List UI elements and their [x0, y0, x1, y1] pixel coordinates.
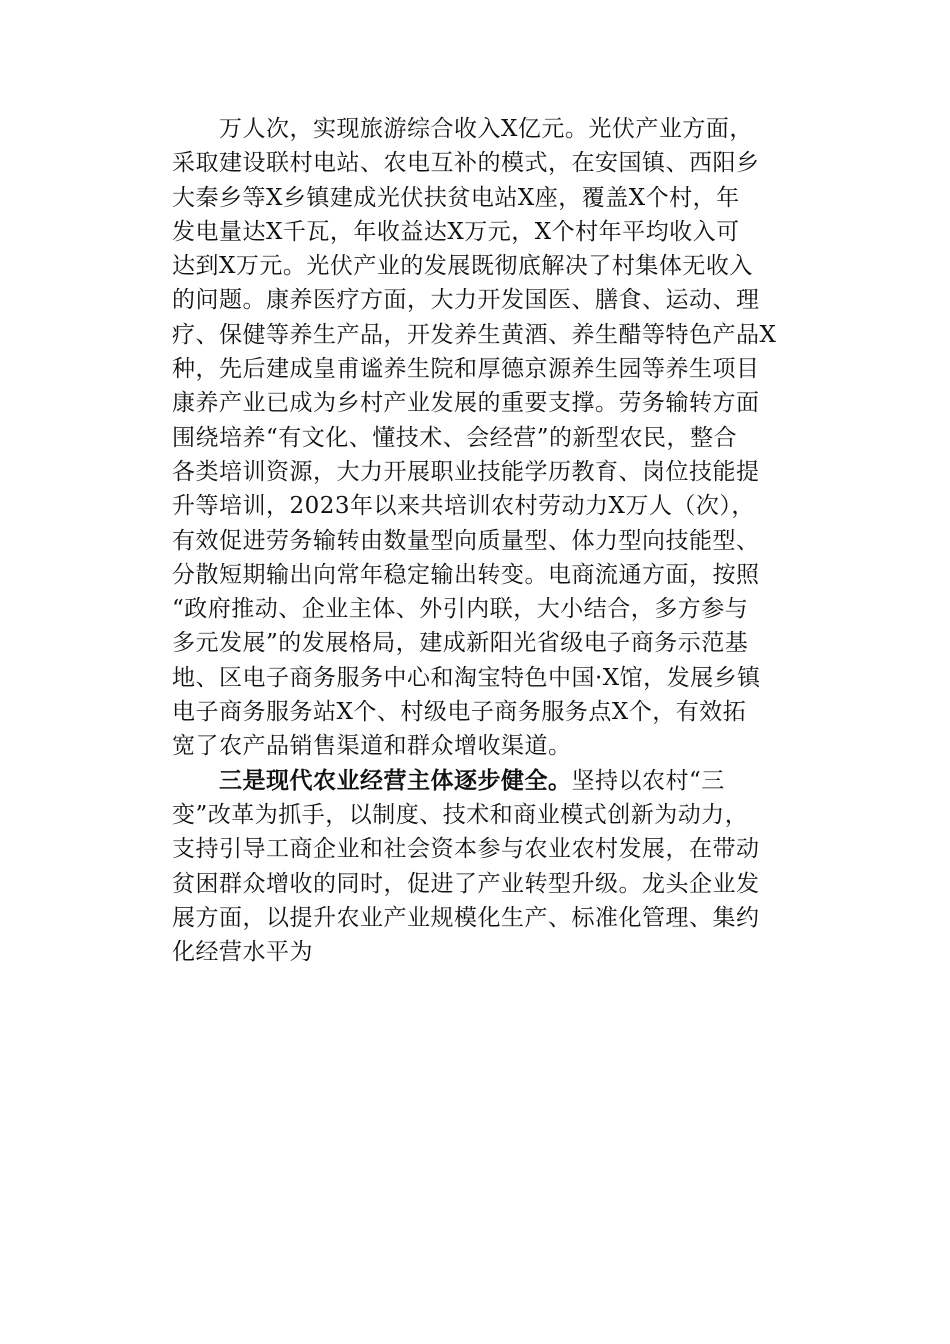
paragraph-heading: 三是现代农业经营主体逐步健全。 — [172, 766, 572, 794]
text-line: 地、区电子商务服务中心和淘宝特色中国·X馆，发展乡镇 — [172, 664, 761, 691]
text-line: 化经营水平为 — [172, 939, 313, 966]
text-line: 种，先后建成皇甫谧养生院和厚德京源养生园等养生项目 — [172, 356, 760, 383]
text-line: 疗、保健等养生产品，开发养生黄酒、养生醋等特色产品X — [172, 321, 777, 348]
text-line: 电子商务服务站X个、村级电子商务服务点X个，有效拓 — [172, 699, 747, 726]
text-line: 展方面，以提升农业产业规模化生产、标准化管理、集约 — [172, 904, 760, 931]
text-line: 分散短期输出向常年稳定输出转变。电商流通方面，按照 — [172, 561, 760, 588]
text-line: 大秦乡等X乡镇建成光伏扶贫电站X座，覆盖X个村，年 — [172, 184, 740, 211]
paragraph-heading-continuation: 坚持以农村“三 — [571, 767, 725, 794]
text-line: 贫困群众增收的同时，促进了产业转型升级。龙头企业发 — [172, 870, 760, 897]
text-line: 的问题。康养医疗方面，大力开发国医、膳食、运动、理 — [172, 287, 760, 314]
text-line: 采取建设联村电站、农电互补的模式，在安国镇、西阳乡 — [172, 150, 760, 177]
text-line: 达到X万元。光伏产业的发展既彻底解决了村集体无收入 — [172, 253, 753, 280]
paragraph-heading-line — [172, 764, 812, 798]
text-line: 康养产业已成为乡村产业发展的重要支撑。劳务输转方面 — [172, 390, 760, 417]
text-line: 多元发展”的发展格局，建成新阳光省级电子商务示范基 — [172, 630, 749, 657]
text-line: 升等培训，2023年以来共培训农村劳动力X万人（次）， — [172, 493, 755, 520]
text-line: 各类培训资源，大力开展职业技能学历教育、岗位技能提 — [172, 458, 760, 485]
text-line: 发电量达X千瓦，年收益达X万元，X个村年平均收入可 — [172, 218, 740, 245]
text-line: 有效促进劳务输转由数量型向质量型、体力型向技能型、 — [172, 527, 760, 554]
text-line: 变”改革为抓手，以制度、技术和商业模式创新为动力， — [172, 801, 749, 828]
text-line: 万人次，实现旅游综合收入X亿元。光伏产业方面， — [172, 116, 753, 142]
text-line: 宽了农产品销售渠道和群众增收渠道。 — [172, 733, 572, 760]
text-line: 支持引导工商企业和社会资本参与农业农村发展，在带动 — [172, 836, 760, 863]
text-line: 围绕培养“有文化、懂技术、会经营”的新型农民，整合 — [172, 424, 738, 451]
document-body — [172, 112, 812, 969]
text-line: “政府推动、企业主体、外引内联，大小结合，多方参与 — [172, 596, 749, 623]
